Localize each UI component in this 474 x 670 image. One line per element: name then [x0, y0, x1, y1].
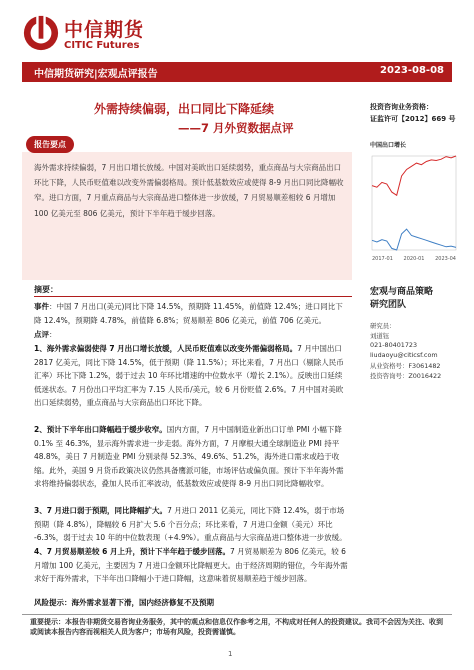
analyst-advisory-id: 投资咨询号：Z0016422 [370, 372, 442, 380]
paragraph-lead: 事件 [34, 302, 49, 311]
paragraph-point-2 [34, 423, 348, 491]
citic-logo-icon [22, 14, 60, 52]
advisor-qualification: 投资咨询业务资格： [370, 103, 433, 111]
paragraph-lead: 4、7 月贸易顺差较 6 月上升，预计下半年趋于缓步回落。 [34, 547, 230, 556]
paragraph-text: 7 月中国出口 2817 亿美元，同比下降 14.5%，低于预期（降 11.5%）；环比来看，7 月出口（剔除人民币汇率）环比下降 1.2%，弱于过去 10 年环比增速的中位数水平（增长 2.1%）。反映出口延续低迷状态。7 月份出口平均汇率为 7.15 人民币/美元，较 6 月份贬值 2.6%。7 月中国对美欧出口延续弱势，重点商品与大宗商品出口环比下降。 [34, 344, 344, 407]
chart-title: 中国出口增长 [370, 142, 407, 149]
page-number: 1 [228, 650, 233, 658]
paragraph-text: 海外需求显著下滑，国内经济修复不及预期 [71, 598, 214, 607]
paragraph-lead: 点评 [34, 330, 49, 339]
paragraph-lead: 3、7 月进口弱于预期，同比降幅扩大。 [34, 506, 168, 515]
analyst-email[interactable]: liudaoyu@citicsf.com [370, 351, 438, 359]
abstract-heading: 摘要： [34, 285, 58, 294]
paragraph-text: ：中国 7 月出口(美元)同比下降 14.5%，预期降 11.45%，前值降 12.4%；进口同比下降 12.4%，预期降 4.78%，前值降 6.8%；贸易顺差 806 亿美元，前值 706 亿美元。 [34, 302, 343, 325]
paragraph-point-4 [34, 545, 348, 586]
paragraph-lead: 风险提示： [34, 598, 72, 607]
paragraph-text: 国内方面，7 月中国制造业新出口订单 PMI 小幅下降 0.1% 至 46.3%，显示海外需求进一步走弱。海外方面，7 月摩根大通全球制造业 PMI 持平 48.8%，美日 7 月制造业 PMI 分别录得 52.3%、49.6%、51.2%，海外进口需求或趋于收缩。此外，美国 9 月货币政策决议仍然具备鹰派可能，市场评估或偏负面。预计下半年海外需求将维持偏弱状态，叠加人民币汇率波动，低基数效应或使得 8-9 月出口同比降幅收窄。 [34, 425, 344, 488]
paragraph-point-3 [34, 504, 348, 545]
chart-x-tick: 2023-04 [435, 256, 456, 262]
paragraph-lead: 1、海外需求偏弱使得 7 月出口增长放缓，人民币贬值难以改变外需偏弱格局。 [34, 344, 298, 353]
report-subtitle: ——7 月外贸数据点评 [178, 121, 294, 135]
logo-text-en: CITIC Futures [64, 40, 140, 51]
analyst-name: 刘道钰 [370, 332, 390, 340]
summary-tag: 报告要点 [26, 136, 74, 153]
analyst-practice-id: 从业资格号：F3061482 [370, 362, 441, 370]
report-date: 2023-08-08 [380, 65, 444, 76]
logo-text-cn: 中信期货 [64, 19, 145, 41]
paragraph-comment [34, 328, 348, 342]
advisor-license: 证监许可【2012】669 号 [370, 115, 456, 123]
team-name-line2: 研究团队 [370, 300, 407, 310]
abstract-divider [34, 296, 352, 297]
contact-label: 研究员： [370, 322, 396, 330]
paragraph-text: 7 月进口 2011 亿美元，同比下降 12.4%，弱于市场预期（降 4.8%），降幅较 6 月扩大 5.6 个百分点；环比来看，7 月进口金额（美元）环比 -6.3%，弱于过去 10 年的中位数表现（+4.9%）。重点商品与大宗商品进口整体进一步放缓。 [34, 506, 347, 542]
paragraph-event [34, 300, 348, 327]
footer-divider [22, 614, 452, 615]
summary-text: 海外需求持续偏弱，7 月出口增长放缓。中国对美欧出口延续弱势，重点商品与大宗商品出口环比下降，人民币贬值难以改变外需偏弱格局。预计低基数效应或使得 8-9 月出口同比降幅收窄。进口方面，7 月重点商品与大宗商品进口整体进一步放缓，7 月贸易顺差相较 6 月增加 100 亿美元至 806 亿美元，预计下半年趋于缓步回落。 [34, 163, 344, 218]
report-title: 外需持续偏弱，出口同比下降延续 [94, 102, 275, 116]
analyst-phone: 021-80401723 [370, 341, 418, 349]
paragraph-point-1 [34, 342, 348, 410]
chart-x-tick: 2017-01 [372, 256, 393, 262]
disclaimer-text: 重要提示：本报告非期货交易咨询业务服务，其中的观点和信息仅作参考之用，不构成对任何人的投资建议。我司不会因为关注、收到或阅读本报告内容而视相关人员为客户；市场有风险，投资需谨慎。 [30, 618, 443, 636]
paragraph-text: ： [49, 330, 57, 339]
chart-series-line-0 [372, 156, 456, 195]
export-growth-chart [368, 150, 460, 266]
paragraph-text: 7 月贸易顺差为 806 亿美元，较 6 月增加 100 亿美元，主要因为 7 月进口金额环比降幅更大。由于经济周期的错位，今年海外需求好于海外需求，下半年出口降幅小于进口降幅，这意味着贸易顺差趋于缓步回落。 [34, 547, 348, 583]
chart-series-line-1 [372, 229, 456, 250]
report-category: 中信期货研究|宏观点评报告 [34, 69, 158, 80]
team-name-line1: 宏观与商品策略 [370, 287, 434, 297]
chart-x-tick: 2020-01 [403, 256, 425, 262]
paragraph-risk [34, 596, 348, 610]
paragraph-lead: 2、预计下半年出口降幅趋于缓步收窄。 [34, 425, 167, 434]
